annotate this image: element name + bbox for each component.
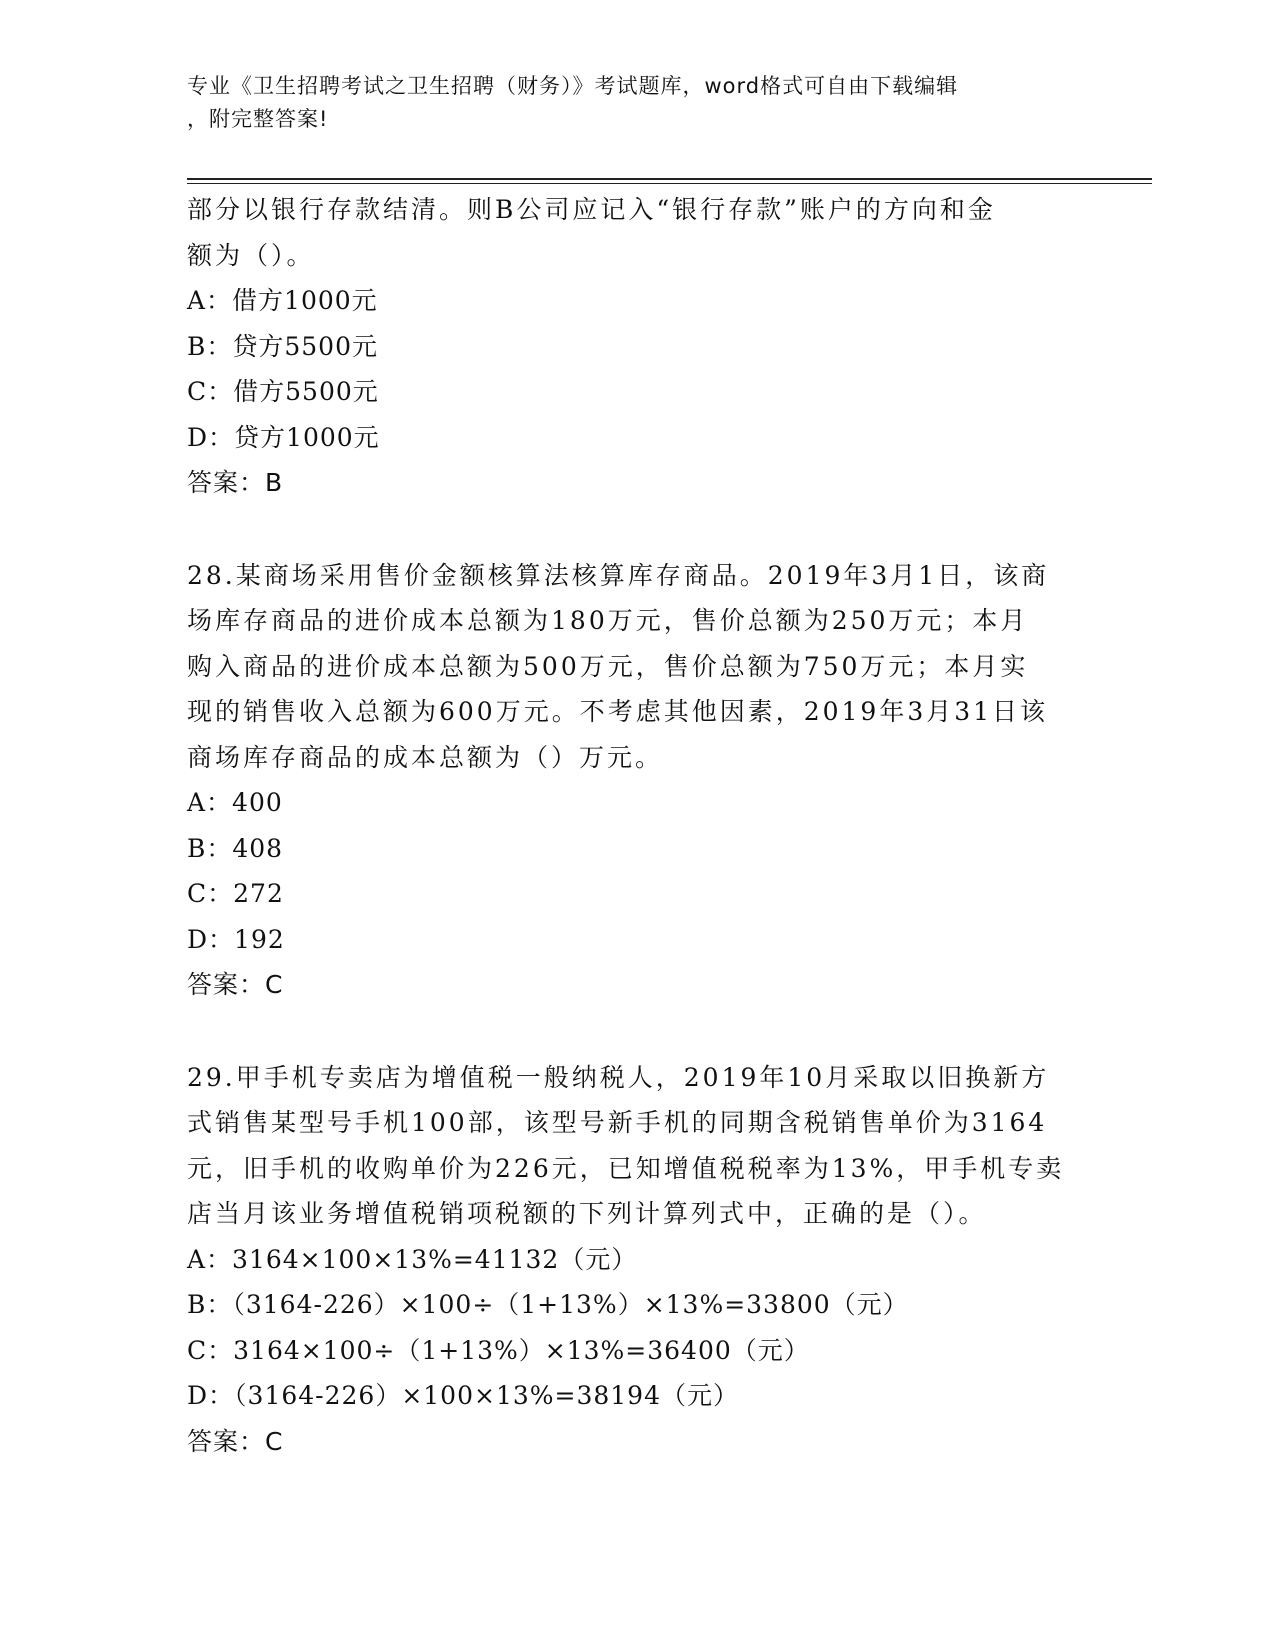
question-text-line: 店当月该业务增值税销项税额的下列计算列式中，正确的是（）。 <box>187 1199 987 1228</box>
question-text-line: 额为（）。 <box>187 240 315 270</box>
question-text-line: 28.某商场采用售价金额核算法核算库存商品。2019年3月1日，该商 <box>187 560 1050 590</box>
option-d: D：192 <box>187 924 285 954</box>
question-text-line: 29.甲手机专卖店为增值税一般纳税人，2019年10月采取以旧换新方 <box>187 1062 1050 1092</box>
question-text-line: 购入商品的进价成本总额为500万元，售价总额为750万元；本月实 <box>187 651 1029 681</box>
question-text-line: 部分以银行存款结清。则B公司应记入“银行存款”账户的方向和金 <box>187 195 996 224</box>
question-27 <box>187 187 1087 506</box>
spacer <box>187 1008 1087 1055</box>
question-text-line: 元，旧手机的收购单价为226元，已知增值税税率为13%，甲手机专卖 <box>187 1153 1065 1183</box>
option-c: C：272 <box>187 879 284 908</box>
question-28 <box>187 553 1087 1008</box>
question-text-line: 场库存商品的进价成本总额为180万元，售价总额为250万元；本月 <box>187 606 1029 635</box>
answer-line: 答案：C <box>187 970 284 999</box>
option-b: B：408 <box>187 833 284 863</box>
page-header <box>187 70 1087 136</box>
option-d: D：（3164-226）×100×13%=38194（元） <box>187 1381 739 1410</box>
answer-line: 答案：C <box>187 1426 284 1456</box>
header-line-2: ，附完整答案! <box>187 107 329 131</box>
option-d: D：贷方1000元 <box>187 422 380 452</box>
option-a: A：400 <box>187 788 283 817</box>
question-text-line: 商场库存商品的成本总额为（）万元。 <box>187 742 664 772</box>
question-text-line: 现的销售收入总额为600万元。不考虑其他因素，2019年3月31日该 <box>187 697 1049 726</box>
option-c: C：3164×100÷（1+13%）×13%=36400（元） <box>187 1335 810 1365</box>
header-divider-thin <box>187 183 1152 184</box>
header-divider-thick <box>187 178 1152 180</box>
option-c: C：借方5500元 <box>187 377 379 406</box>
answer-line: 答案：B <box>187 468 284 497</box>
option-b: B：（3164-226）×100÷（1+13%）×13%=33800（元） <box>187 1290 909 1319</box>
option-a: A：3164×100×13%=41132（元） <box>187 1244 638 1274</box>
option-a: A：借方1000元 <box>187 286 378 315</box>
question-content <box>187 187 1087 1464</box>
option-b: B：贷方5500元 <box>187 331 378 361</box>
question-29 <box>187 1055 1087 1465</box>
question-text-line: 式销售某型号手机100部，该型号新手机的同期含税销售单价为3164 <box>187 1108 1048 1137</box>
header-line-1: 专业《卫生招聘考试之卫生招聘（财务）》考试题库，word格式可自由下载编辑 <box>187 74 959 98</box>
spacer <box>187 506 1087 553</box>
